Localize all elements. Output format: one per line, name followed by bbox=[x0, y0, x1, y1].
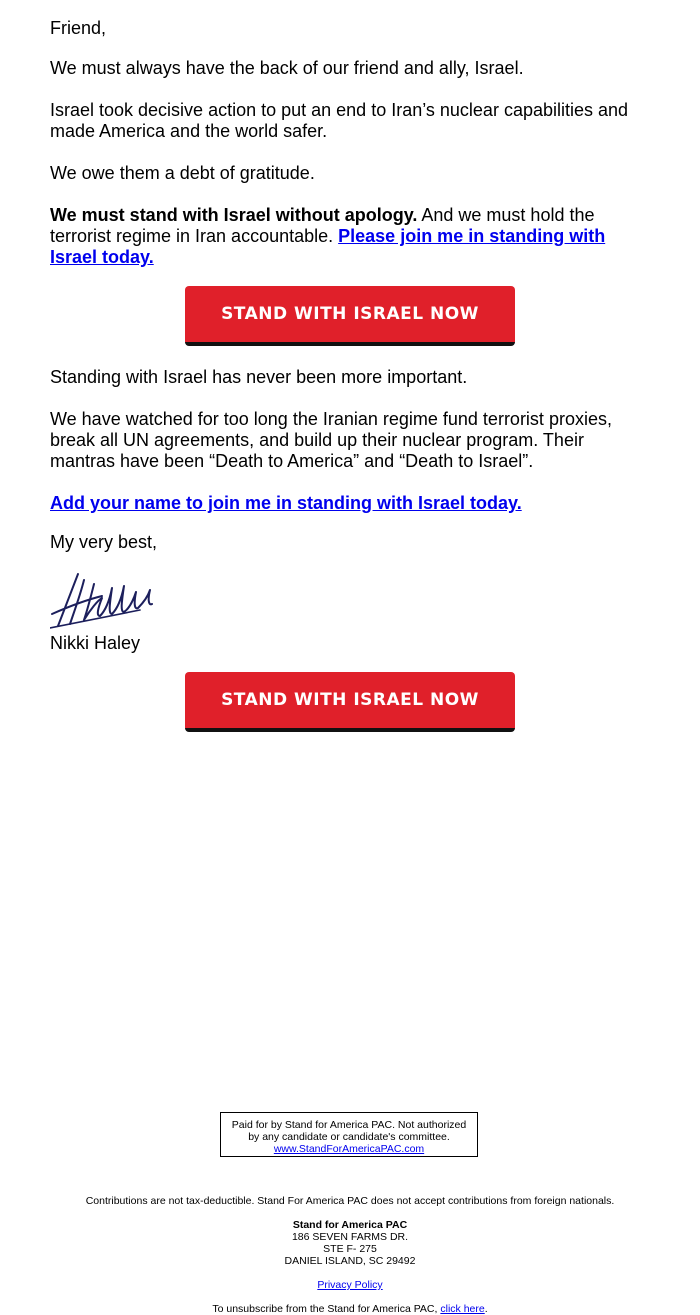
paragraph-1: We must always have the back of our friend and ally, Israel. bbox=[50, 58, 524, 78]
add-name-link[interactable]: Add your name to join me in standing with Israel today. bbox=[50, 493, 522, 513]
bold-statement: We must stand with Israel without apology. bbox=[50, 205, 418, 225]
unsubscribe-link[interactable]: click here bbox=[440, 1303, 485, 1315]
signature-image bbox=[50, 570, 160, 632]
paragraph-4-text: And we must hold the terrorist regime in Iran accountable. bbox=[50, 205, 595, 246]
contributions-notice: Contributions are not tax-deductible. Stand For America PAC does not accept contributions from foreign nationals. bbox=[85, 1195, 615, 1207]
privacy-row bbox=[0, 1279, 700, 1291]
pac-website-link[interactable]: www.StandForAmericaPAC.com bbox=[273, 1143, 425, 1155]
address-line-2: STE F- 275 bbox=[323, 1243, 377, 1255]
paragraph-7 bbox=[50, 493, 640, 514]
signoff: My very best, bbox=[50, 532, 158, 552]
address-line-3: DANIEL ISLAND, SC 29492 bbox=[284, 1255, 416, 1267]
org-name: Stand for America PAC bbox=[292, 1219, 408, 1231]
paragraph-2: Israel took decisive action to put an end to Iran’s nuclear capabilities and made America and the world safer. bbox=[50, 100, 629, 141]
paid-for-disclaimer bbox=[220, 1112, 478, 1157]
unsubscribe-row bbox=[0, 1303, 700, 1315]
unsubscribe-text: To unsubscribe from the Stand for America PAC, bbox=[212, 1303, 441, 1315]
paragraph-6: We have watched for too long the Iranian regime fund terrorist proxies, break all UN agreements, and build up their nuclear program. Their mantras have been “Death to America” and “Death to Israel”. bbox=[50, 409, 612, 471]
join-link[interactable]: Please join me in standing with Israel today. bbox=[50, 226, 606, 267]
privacy-policy-link[interactable]: Privacy Policy bbox=[317, 1279, 383, 1291]
stand-with-israel-button-bottom[interactable]: STAND WITH ISRAEL NOW bbox=[185, 672, 515, 732]
paragraph-3: We owe them a debt of gratitude. bbox=[50, 163, 315, 183]
disclaimer-line-2: by any candidate or candidate's committee. bbox=[248, 1131, 450, 1143]
signer-name: Nikki Haley bbox=[50, 633, 141, 653]
paragraph-5: Standing with Israel has never been more important. bbox=[50, 367, 468, 387]
unsubscribe-end: . bbox=[484, 1303, 488, 1315]
greeting: Friend, bbox=[50, 18, 107, 38]
paragraph-4 bbox=[50, 205, 640, 268]
stand-with-israel-button-top[interactable]: STAND WITH ISRAEL NOW bbox=[185, 286, 515, 346]
disclaimer-line-1: Paid for by Stand for America PAC. Not authorized bbox=[231, 1119, 467, 1131]
address-line-1: 186 SEVEN FARMS DR. bbox=[291, 1231, 409, 1243]
